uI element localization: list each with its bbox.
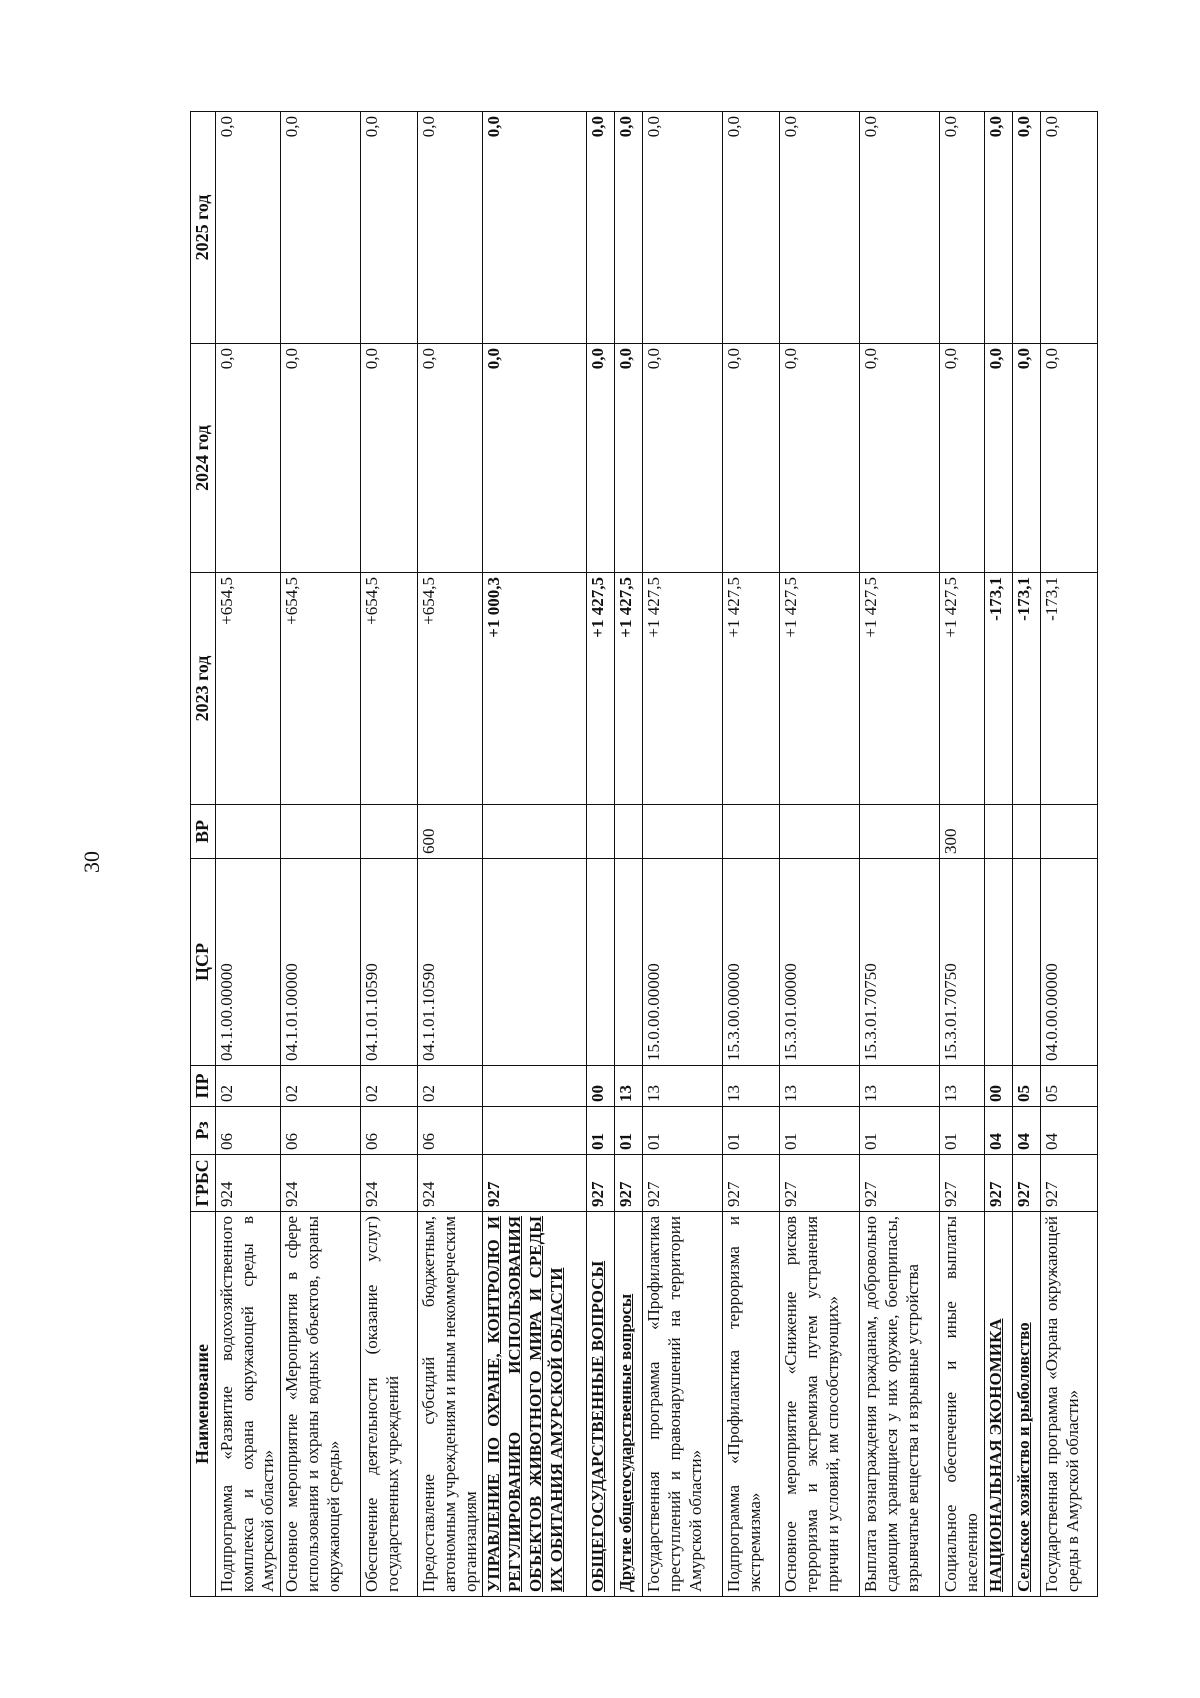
table-row (483, 112, 587, 1597)
table-row (418, 112, 483, 1597)
row-grbs: 927 (587, 1155, 615, 1212)
page-number: 30 (79, 851, 104, 873)
row-value-2023: +654,5 (418, 573, 483, 805)
row-csr: 04.1.01.10590 (361, 859, 418, 1066)
row-rz (483, 1107, 587, 1155)
row-value-2023: +1 427,5 (860, 573, 940, 805)
row-value-2025: 0,0 (984, 112, 1012, 344)
row-csr: 15.3.00.00000 (723, 859, 780, 1066)
row-rz: 01 (780, 1107, 860, 1155)
row-pr: 05 (1040, 1066, 1097, 1107)
row-value-2024: 0,0 (418, 344, 483, 573)
row-rz: 06 (215, 1107, 280, 1155)
row-value-2025: 0,0 (361, 112, 418, 344)
row-value-2023: +654,5 (281, 573, 361, 805)
row-value-2025: 0,0 (615, 112, 643, 344)
row-value-2023: +1 427,5 (940, 573, 984, 805)
row-value-2024: 0,0 (615, 344, 643, 573)
row-vr (215, 805, 280, 859)
row-rz: 06 (281, 1107, 361, 1155)
table-row (940, 112, 984, 1597)
row-pr: 13 (860, 1066, 940, 1107)
row-pr: 02 (281, 1066, 361, 1107)
row-vr (643, 805, 723, 859)
row-grbs: 924 (361, 1155, 418, 1212)
row-rz: 06 (418, 1107, 483, 1155)
column-header: Наименование (191, 1212, 216, 1597)
row-rz: 01 (860, 1107, 940, 1155)
row-value-2025: 0,0 (940, 112, 984, 344)
row-name: Государственная программа «Профилактика преступлений и правонарушений на территории Амурской области» (643, 1212, 723, 1597)
row-value-2024: 0,0 (643, 344, 723, 573)
row-value-2023: -173,1 (984, 573, 1012, 805)
row-value-2024: 0,0 (940, 344, 984, 573)
row-csr: 15.3.01.00000 (780, 859, 860, 1066)
row-csr: 15.0.00.00000 (643, 859, 723, 1066)
table-row (215, 112, 280, 1597)
row-csr: 04.1.00.00000 (215, 859, 280, 1066)
row-vr (984, 805, 1012, 859)
row-grbs: 927 (615, 1155, 643, 1212)
row-value-2024: 0,0 (215, 344, 280, 573)
row-name: Сельское хозяйство и рыболовство (1012, 1212, 1040, 1597)
row-vr (723, 805, 780, 859)
rotated-table-container (190, 112, 1082, 1597)
table-row (984, 112, 1012, 1597)
row-pr: 13 (643, 1066, 723, 1107)
row-value-2025: 0,0 (587, 112, 615, 344)
row-csr (615, 859, 643, 1066)
row-grbs: 927 (984, 1155, 1012, 1212)
row-value-2024: 0,0 (723, 344, 780, 573)
table-row (361, 112, 418, 1597)
row-name: УПРАВЛЕНИЕ ПО ОХРАНЕ, КОНТРОЛЮ И РЕГУЛИРОВАНИЮ ИСПОЛЬЗОВАНИЯ ОБЪЕКТОВ ЖИВОТНОГО МИРА И СРЕДЫ ИХ ОБИТАНИЯ АМУРСКОЙ ОБЛАСТИ (483, 1212, 587, 1597)
row-pr: 13 (940, 1066, 984, 1107)
row-value-2025: 0,0 (215, 112, 280, 344)
row-value-2023: +1 000,3 (483, 573, 587, 805)
row-rz: 04 (1040, 1107, 1097, 1155)
row-pr: 13 (723, 1066, 780, 1107)
row-csr (483, 859, 587, 1066)
row-rz: 04 (1012, 1107, 1040, 1155)
row-value-2023: +1 427,5 (780, 573, 860, 805)
row-value-2023: +1 427,5 (723, 573, 780, 805)
row-csr: 15.3.01.70750 (940, 859, 984, 1066)
row-rz: 01 (587, 1107, 615, 1155)
row-grbs: 927 (780, 1155, 860, 1212)
row-value-2025: 0,0 (723, 112, 780, 344)
row-name: Подпрограмма «Профилактика терроризма и экстремизма» (723, 1212, 780, 1597)
table-row (615, 112, 643, 1597)
row-vr (1040, 805, 1097, 859)
row-rz: 01 (723, 1107, 780, 1155)
row-pr: 00 (984, 1066, 1012, 1107)
budget-table (190, 111, 1098, 1597)
row-value-2025: 0,0 (780, 112, 860, 344)
table-row (587, 112, 615, 1597)
row-vr (615, 805, 643, 859)
row-grbs: 927 (483, 1155, 587, 1212)
row-pr: 02 (418, 1066, 483, 1107)
row-grbs: 927 (643, 1155, 723, 1212)
row-pr: 02 (215, 1066, 280, 1107)
row-pr: 13 (615, 1066, 643, 1107)
row-vr (587, 805, 615, 859)
column-header: Рз (191, 1107, 216, 1155)
row-csr (984, 859, 1012, 1066)
row-name: НАЦИОНАЛЬНАЯ ЭКОНОМИКА (984, 1212, 1012, 1597)
row-value-2023: +1 427,5 (643, 573, 723, 805)
row-value-2024: 0,0 (780, 344, 860, 573)
row-value-2025: 0,0 (483, 112, 587, 344)
row-grbs: 924 (281, 1155, 361, 1212)
table-row (1040, 112, 1097, 1597)
row-grbs: 927 (1012, 1155, 1040, 1212)
row-rz: 01 (615, 1107, 643, 1155)
row-grbs: 924 (215, 1155, 280, 1212)
row-name: Основное мероприятие «Мероприятия в сфере использования и охраны водных объектов, охраны окружающей среды» (281, 1212, 361, 1597)
row-vr: 600 (418, 805, 483, 859)
row-name: Предоставление субсидий бюджетным, автономным учреждениям и иным некоммерческим организациям (418, 1212, 483, 1597)
row-value-2024: 0,0 (1040, 344, 1097, 573)
row-value-2023: +1 427,5 (587, 573, 615, 805)
row-name: Социальное обеспечение и иные выплаты населению (940, 1212, 984, 1597)
row-pr (483, 1066, 587, 1107)
row-rz: 06 (361, 1107, 418, 1155)
table-row (281, 112, 361, 1597)
column-header: ПР (191, 1066, 216, 1107)
row-name: Выплата вознаграждения гражданам, добровольно сдающим хранящиеся у них оружие, боеприпасы, взрывчатые вещества и взрывные устройства (860, 1212, 940, 1597)
row-name: Обеспечение деятельности (оказание услуг) государственных учреждений (361, 1212, 418, 1597)
row-pr: 00 (587, 1066, 615, 1107)
row-value-2025: 0,0 (643, 112, 723, 344)
column-header: ВР (191, 805, 216, 859)
row-csr: 04.1.01.00000 (281, 859, 361, 1066)
row-name: Государственная программа «Охрана окружающей среды в Амурской области» (1040, 1212, 1097, 1597)
row-rz: 04 (984, 1107, 1012, 1155)
table-body (215, 112, 1097, 1597)
row-vr: 300 (940, 805, 984, 859)
row-value-2025: 0,0 (1012, 112, 1040, 344)
row-value-2024: 0,0 (361, 344, 418, 573)
row-vr (780, 805, 860, 859)
row-grbs: 927 (940, 1155, 984, 1212)
row-value-2024: 0,0 (860, 344, 940, 573)
row-value-2023: +1 427,5 (615, 573, 643, 805)
row-csr: 04.0.00.00000 (1040, 859, 1097, 1066)
row-value-2023: +654,5 (361, 573, 418, 805)
row-name: ОБЩЕГОСУДАРСТВЕННЫЕ ВОПРОСЫ (587, 1212, 615, 1597)
row-pr: 13 (780, 1066, 860, 1107)
row-value-2024: 0,0 (984, 344, 1012, 573)
row-vr (1012, 805, 1040, 859)
column-header: ГРБС (191, 1155, 216, 1212)
row-pr: 05 (1012, 1066, 1040, 1107)
column-header: 2025 год (191, 112, 216, 344)
table-row (1012, 112, 1040, 1597)
row-pr: 02 (361, 1066, 418, 1107)
row-csr (1012, 859, 1040, 1066)
row-grbs: 927 (723, 1155, 780, 1212)
row-value-2023: -173,1 (1040, 573, 1097, 805)
table-row (643, 112, 723, 1597)
row-name: Подпрограмма «Развитие водохозяйственного комплекса и охрана окружающей среды в Амурской области» (215, 1212, 280, 1597)
row-value-2023: -173,1 (1012, 573, 1040, 805)
row-grbs: 927 (1040, 1155, 1097, 1212)
table-row (860, 112, 940, 1597)
row-csr: 15.3.01.70750 (860, 859, 940, 1066)
table-row (780, 112, 860, 1597)
row-csr (587, 859, 615, 1066)
row-name: Основное мероприятие «Снижение рисков терроризма и экстремизма путем устранения причин и условий, им способствующих» (780, 1212, 860, 1597)
row-name: Другие общегосударственные вопросы (615, 1212, 643, 1597)
column-header: ЦСР (191, 859, 216, 1066)
row-value-2025: 0,0 (1040, 112, 1097, 344)
row-vr (361, 805, 418, 859)
row-rz: 01 (643, 1107, 723, 1155)
row-vr (281, 805, 361, 859)
row-rz: 01 (940, 1107, 984, 1155)
row-vr (860, 805, 940, 859)
row-vr (483, 805, 587, 859)
row-value-2025: 0,0 (860, 112, 940, 344)
row-value-2024: 0,0 (483, 344, 587, 573)
column-header: 2024 год (191, 344, 216, 573)
row-value-2023: +654,5 (215, 573, 280, 805)
row-grbs: 924 (418, 1155, 483, 1212)
row-value-2024: 0,0 (587, 344, 615, 573)
row-grbs: 927 (860, 1155, 940, 1212)
row-value-2024: 0,0 (1012, 344, 1040, 573)
column-header: 2023 год (191, 573, 216, 805)
row-value-2024: 0,0 (281, 344, 361, 573)
table-header-row (191, 112, 216, 1597)
table-row (723, 112, 780, 1597)
row-value-2025: 0,0 (418, 112, 483, 344)
row-value-2025: 0,0 (281, 112, 361, 344)
row-csr: 04.1.01.10590 (418, 859, 483, 1066)
